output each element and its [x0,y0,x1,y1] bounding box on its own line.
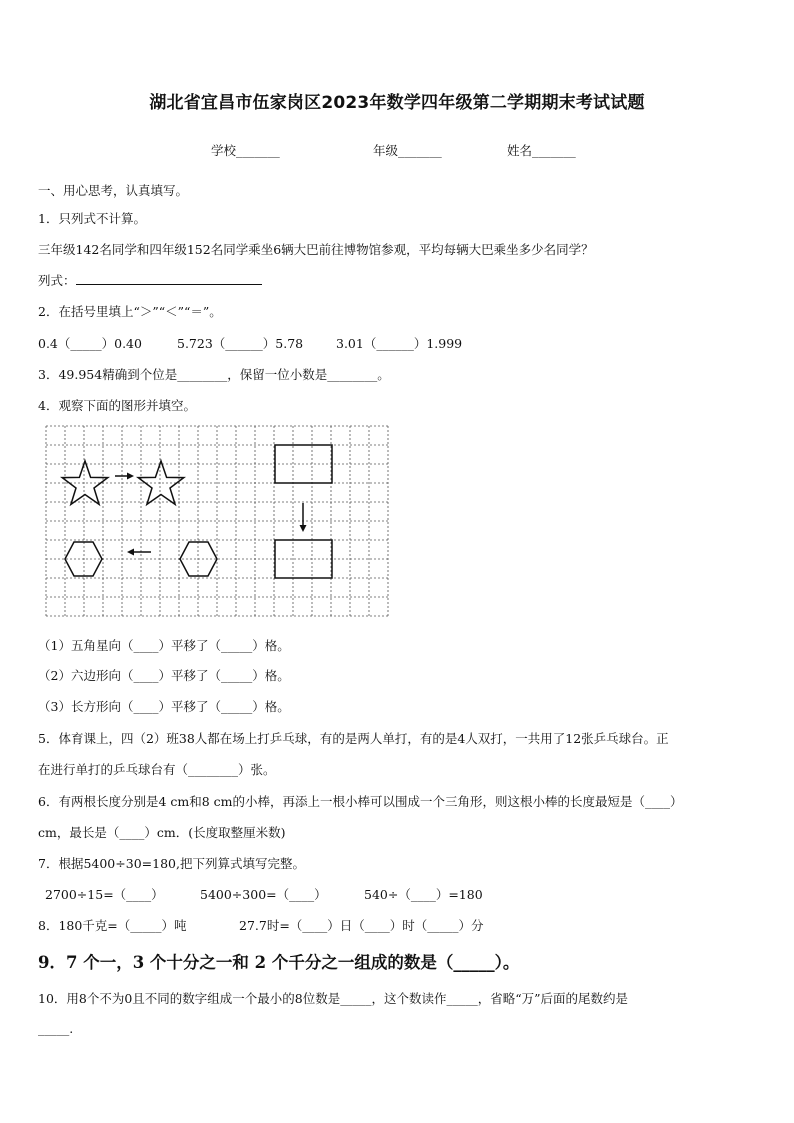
star-icon [138,461,184,504]
q1-formula [38,271,262,289]
school-field[interactable]: 学校_______ [211,143,280,158]
q2-item: 0.4（_____）0.40 [38,336,142,351]
dotted-grid [46,426,388,616]
q5-line2: 在进行单打的乒乓球台有（________）张。 [38,762,276,777]
q4-title: 4．观察下面的图形并填空。 [38,398,196,413]
q1-formula-label: 列式： [38,273,76,288]
q7-title: 7．根据5400÷30=180,把下列算式填写完整。 [38,856,305,871]
arrow-down-icon [300,503,307,532]
q3: 3．49.954精确到个位是________，保留一位小数是________。 [38,367,390,382]
arrow-left-icon [127,549,151,556]
q2-title: 2．在括号里填上“＞”“＜”“＝”。 [38,304,222,319]
q2-item: 5.723（______）5.78 [177,336,304,351]
q6-line1: 6．有两根长度分别是4 cm和8 cm的小棒，再添上一根小棒可以围成一个三角形，则这根小棒的长度最短是（____） [38,794,683,809]
star-icon [62,461,108,504]
page-title: 湖北省宜昌市伍家岗区2023年数学四年级第二学期期末考试试题 [149,93,645,113]
section-heading: 一、用心思考，认真填写。 [38,183,189,198]
q7-item: 2700÷15=（____） [45,887,164,902]
q5-line1: 5．体育课上，四（2）班38人都在场上打乒乓球，有的是两人单打，有的是4人双打，一共用了12张乒乓球台。正 [38,731,669,746]
q4-sub2: （2）六边形向（____）平移了（_____）格。 [38,668,290,683]
q9: 9．7 个一，3 个十分之一和 2 个千分之一组成的数是（_____）。 [38,953,520,972]
name-field[interactable]: 姓名_______ [507,143,576,158]
q4-sub3: （3）长方形向（____）平移了（_____）格。 [38,699,290,714]
grade-field[interactable]: 年级_______ [373,143,442,158]
arrow-right-icon [115,473,134,480]
q4-sub1: （1）五角星向（____）平移了（_____）格。 [38,638,290,653]
q8-a: 8．180千克=（_____）吨 [38,918,187,933]
translation-grid-figure [45,425,391,619]
q8-b: 27.7时=（____）日（____）时（_____）分 [239,918,484,933]
q1-answer-blank[interactable] [76,272,262,285]
q10-line2: _____. [38,1021,74,1036]
q10-line1: 10．用8个不为0且不同的数字组成一个最小的8位数是_____，这个数读作_____，省略“万”后面的尾数约是 [38,991,629,1006]
q6-line2: cm，最长是（____）cm．(长度取整厘米数) [38,825,286,840]
q7-item: 540÷（____）=180 [364,887,483,902]
q1-title: 1．只列式不计算。 [38,211,146,226]
q1-body: 三年级142名同学和四年级152名同学乘坐6辆大巴前往博物馆参观，平均每辆大巴乘坐多少名同学？ [38,242,594,257]
q7-item: 5400÷300=（____） [200,887,327,902]
q2-item: 3.01（______）1.999 [336,336,463,351]
